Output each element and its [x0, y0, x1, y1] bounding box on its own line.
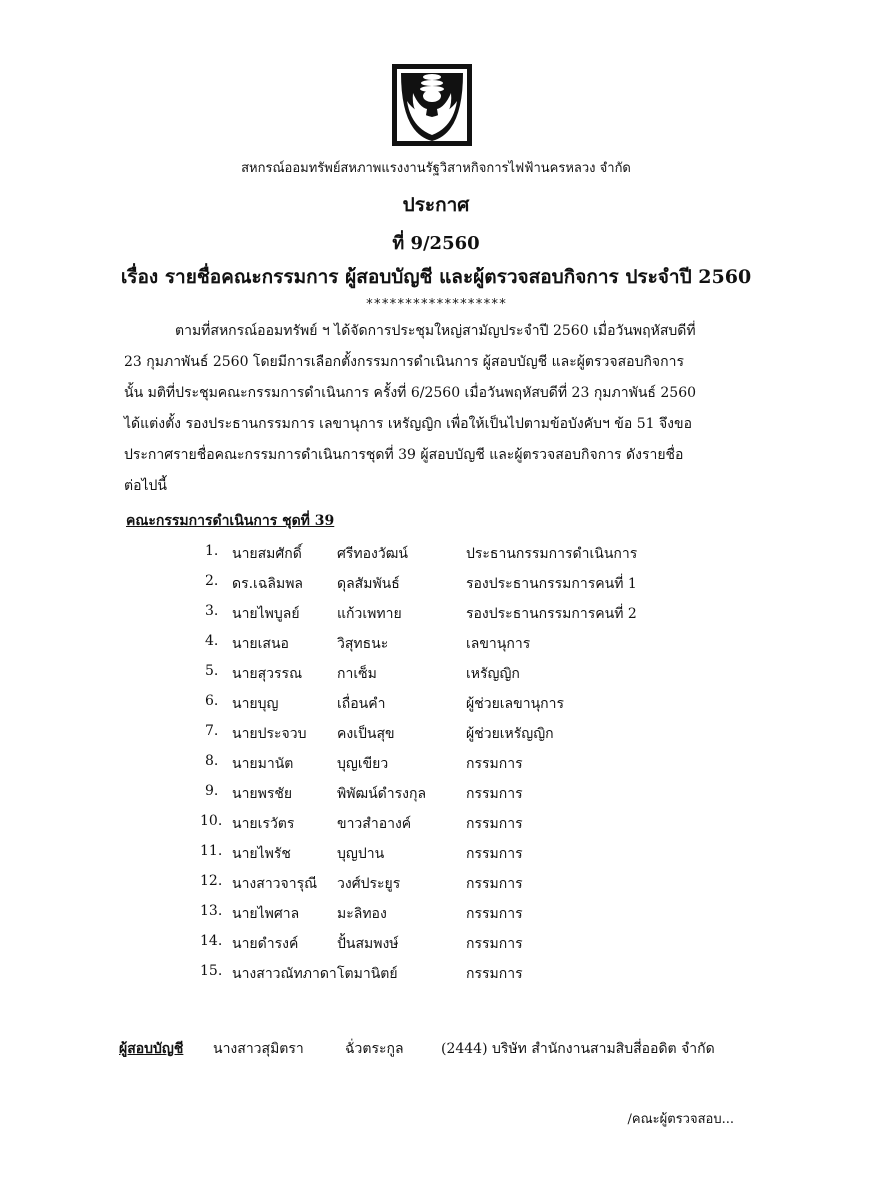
member-number: 7. [205, 723, 219, 739]
announcement-number: ที่ 9/2560 [392, 233, 480, 254]
member-position: กรรมการ [466, 966, 523, 982]
member-number: 6. [205, 693, 219, 709]
auditor-label: ผู้สอบบัญชี [119, 1041, 184, 1057]
member-number: 13. [200, 903, 223, 919]
member-position: กรรมการ [466, 876, 523, 892]
separator-stars: ****************** [365, 297, 507, 312]
member-position: กรรมการ [466, 786, 523, 802]
body-line: ประกาศรายชื่อคณะกรรมการดำเนินการชุดที่ 39 ผู้สอบบัญชี และผู้ตรวจสอบกิจการ ดังรายชื่อ [124, 447, 684, 463]
member-row [0, 633, 872, 657]
member-row [0, 573, 872, 597]
member-position: กรรมการ [466, 936, 523, 952]
member-row [0, 813, 872, 837]
member-row [0, 933, 872, 957]
auditor-surname: ฉั่วตระกูล [345, 1041, 404, 1057]
member-name: นางสาวจารุณี [232, 876, 318, 892]
member-position: ผู้ช่วยเลขานุการ [466, 696, 564, 712]
member-surname: ขาวสำอางค์ [337, 816, 412, 832]
member-position: กรรมการ [466, 756, 523, 772]
member-row [0, 693, 872, 717]
body-line: ต่อไปนี้ [124, 478, 167, 494]
member-surname: พิพัฒน์ดำรงกุล [337, 786, 427, 802]
member-name: ดร.เฉลิมพล [232, 576, 303, 592]
announcement-subject: เรื่อง รายชื่อคณะกรรมการ ผู้สอบบัญชี และผู้ตรวจสอบกิจการ ประจำปี 2560 [120, 266, 752, 288]
member-surname: ศรีทองวัฒน์ [337, 546, 408, 562]
member-surname: วิสุทธนะ [337, 636, 389, 652]
member-number: 12. [200, 873, 223, 889]
member-name: นายพรชัย [232, 786, 293, 802]
member-row [0, 723, 872, 747]
member-row [0, 603, 872, 627]
member-row [0, 663, 872, 687]
auditor-company: (2444) บริษัท สำนักงานสามสิบสี่ออดิต จำกัด [441, 1041, 715, 1057]
member-number: 8. [205, 753, 219, 769]
member-name: นายไพรัช [232, 846, 291, 862]
committee-heading: คณะกรรมการดำเนินการ ชุดที่ 39 [126, 513, 335, 529]
member-name: นายสุวรรณ [232, 666, 303, 682]
member-number: 3. [205, 603, 219, 619]
member-name: นายไพบูลย์ [232, 606, 300, 622]
member-row [0, 843, 872, 867]
member-name: นายมานัต [232, 756, 294, 772]
member-position: รองประธานกรรมการคนที่ 1 [466, 576, 637, 592]
member-surname: เถื่อนคำ [337, 696, 386, 712]
member-position: ผู้ช่วยเหรัญญิก [466, 726, 554, 742]
member-surname: โตมานิตย์ [337, 966, 398, 982]
member-surname: บุญเขียว [337, 756, 389, 772]
cooperative-logo [391, 63, 473, 147]
member-number: 11. [200, 843, 223, 859]
member-row [0, 903, 872, 927]
organization-name: สหกรณ์ออมทรัพย์สหภาพแรงงานรัฐวิสาหกิจการไฟฟ้านครหลวง จำกัด [241, 161, 631, 176]
member-number: 5. [205, 663, 219, 679]
member-surname: มะลิทอง [337, 906, 387, 922]
member-number: 4. [205, 633, 219, 649]
member-position: ประธานกรรมการดำเนินการ [466, 546, 638, 562]
member-number: 15. [200, 963, 223, 979]
body-line: ตามที่สหกรณ์ออมทรัพย์ ฯ ได้จัดการประชุมใหญ่สามัญประจำปี 2560 เมื่อวันพฤหัสบดีที่ [175, 323, 696, 339]
member-number: 10. [200, 813, 223, 829]
member-number: 9. [205, 783, 219, 799]
member-name: นายดำรงค์ [232, 936, 299, 952]
member-name: นายไพศาล [232, 906, 300, 922]
announcement-title: ประกาศ [402, 194, 470, 216]
body-line: 23 กุมภาพันธ์ 2560 โดยมีการเลือกตั้งกรรมการดำเนินการ ผู้สอบบัญชี และผู้ตรวจสอบกิจการ [124, 354, 684, 370]
member-surname: แก้วเพทาย [337, 606, 402, 622]
member-surname: คงเป็นสุข [337, 726, 395, 742]
member-position: กรรมการ [466, 846, 523, 862]
member-number: 1. [205, 543, 219, 559]
auditor-name: นางสาวสุมิตรา [213, 1041, 304, 1057]
member-position: เลขานุการ [466, 636, 531, 652]
body-line: นั้น มติที่ประชุมคณะกรรมการดำเนินการ ครั้งที่ 6/2560 เมื่อวันพฤหัสบดีที่ 23 กุมภาพันธ์ 2560 [124, 385, 697, 401]
member-surname: ดุลสัมพันธ์ [337, 576, 400, 592]
member-position: รองประธานกรรมการคนที่ 2 [466, 606, 637, 622]
member-surname: วงศ์ประยูร [337, 876, 401, 892]
member-row [0, 543, 872, 567]
member-position: เหรัญญิก [466, 666, 520, 682]
member-name: นางสาวณัทภาดา [232, 966, 337, 982]
member-row [0, 873, 872, 897]
member-name: นายประจวบ [232, 726, 307, 742]
member-surname: กาเซ็ม [337, 666, 377, 682]
member-position: กรรมการ [466, 906, 523, 922]
member-surname: ปั้นสมพงษ์ [337, 936, 399, 952]
member-row [0, 963, 872, 987]
member-number: 14. [200, 933, 223, 949]
member-name: นายสมศักดิ์ [232, 546, 302, 562]
member-number: 2. [205, 573, 219, 589]
body-line: ได้แต่งตั้ง รองประธานกรรมการ เลขานุการ เหรัญญิก เพื่อให้เป็นไปตามข้อบังคับฯ ข้อ 51 จึงขอ [124, 416, 692, 432]
continued-note: /คณะผู้ตรวจสอบ... [627, 1112, 734, 1127]
member-position: กรรมการ [466, 816, 523, 832]
member-name: นายบุญ [232, 696, 279, 712]
member-surname: บุญปาน [337, 846, 385, 862]
member-row [0, 783, 872, 807]
member-row [0, 753, 872, 777]
member-name: นายเสนอ [232, 636, 289, 652]
member-name: นายเรวัตร [232, 816, 295, 832]
